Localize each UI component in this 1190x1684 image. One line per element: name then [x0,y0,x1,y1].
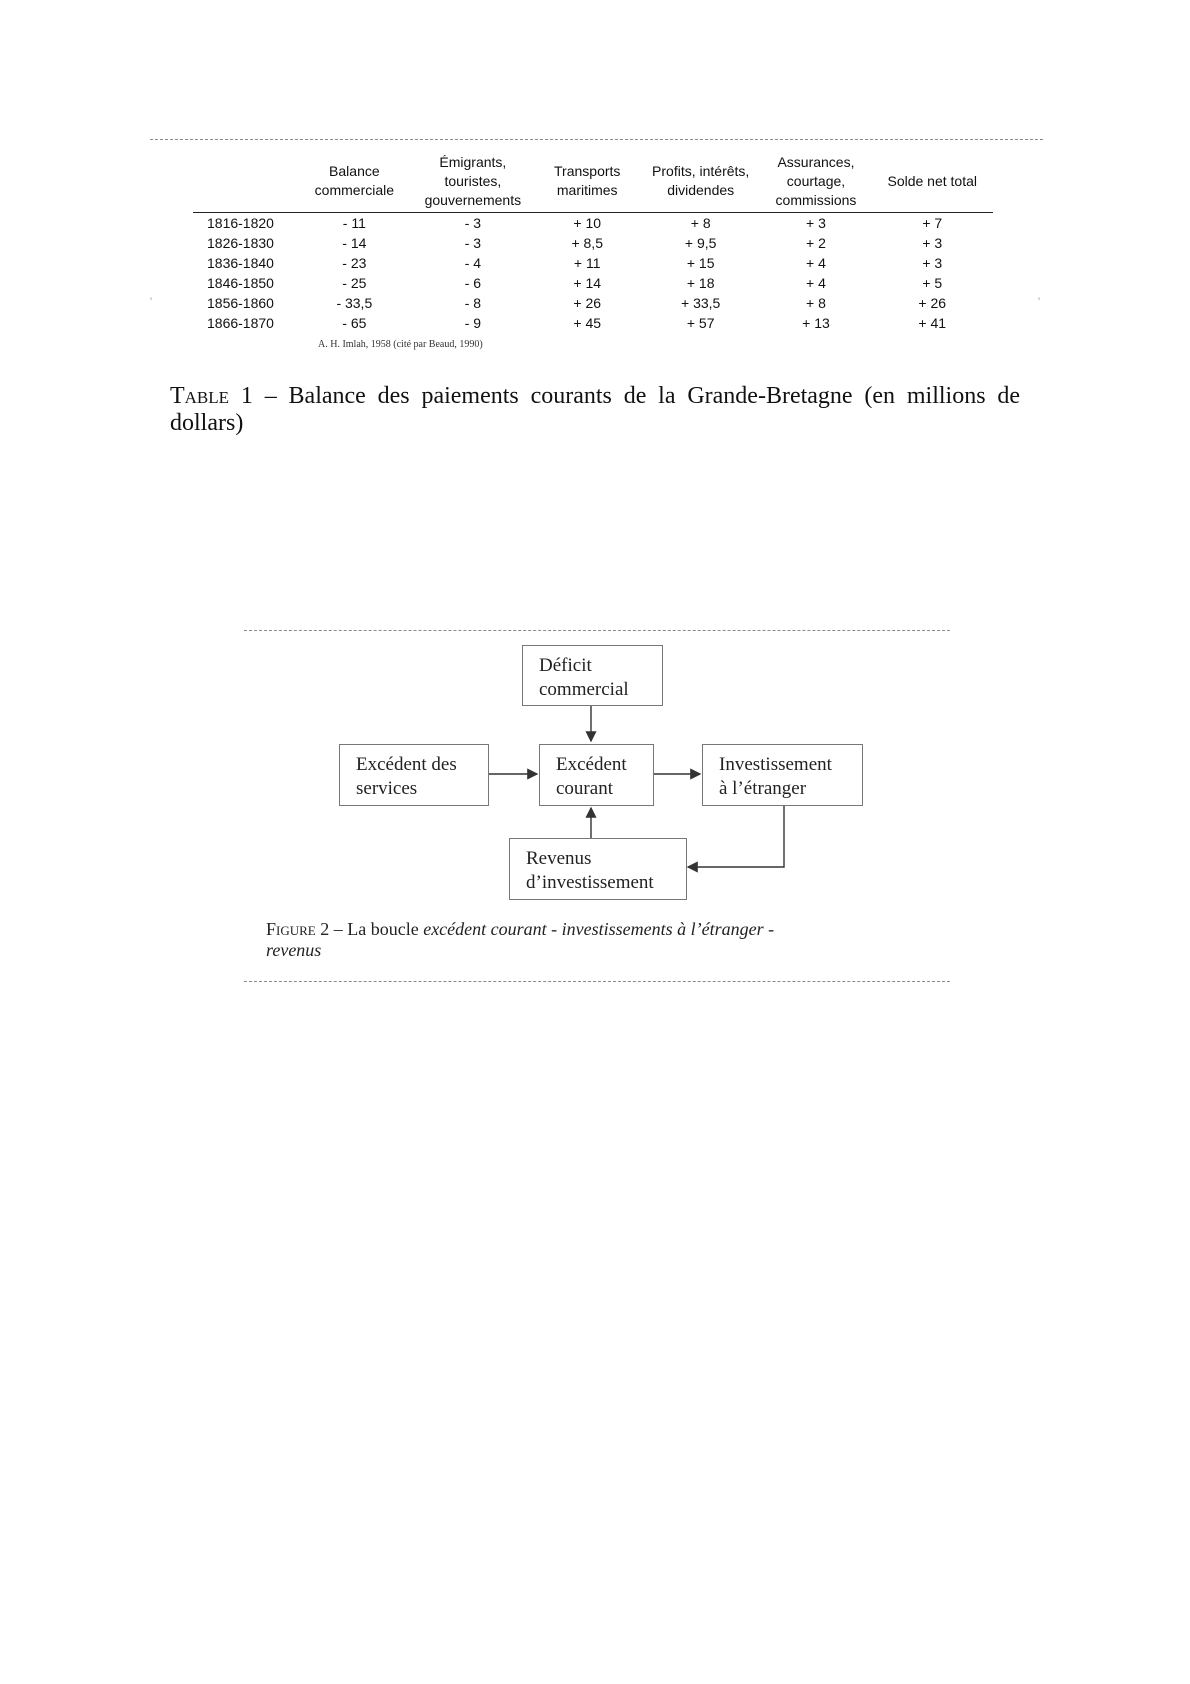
table-cell: + 10 [573,215,602,231]
figure-caption [266,919,936,961]
table-cell: + 2 [806,235,826,251]
table-caption [170,383,1020,437]
table-caption-label: Table 1 [170,383,253,409]
table-cell: + 18 [686,275,715,291]
table-caption-text: Balance des paiements courants de la Grande-Bretagne (en millions de dollars) [170,383,1021,436]
node-excedent-courant: Excédent courant [539,744,654,806]
figure-caption-emphasis: excédent courant - investissements à l’étranger - revenus [266,919,775,960]
table-cell: + 33,5 [681,295,721,311]
table-cell: 1846-1850 [207,275,274,291]
column-header: Profits, intérêts, dividendes [641,151,761,213]
table-row [193,273,993,293]
table-cell: 1856-1860 [207,295,274,311]
table-cell: - 33,5 [336,295,373,311]
table-cell: + 3 [922,235,943,251]
column-header: Assurances, courtage, commissions [760,151,871,213]
table-cell: 1866-1870 [207,315,274,331]
table-cell: + 8,5 [571,235,603,251]
table-cell: + 41 [918,315,947,331]
table-cell: + 45 [573,315,602,331]
figure-caption-separator: – [333,919,343,939]
table-cell: + 11 [573,255,601,271]
table-cell: - 8 [464,295,482,311]
table-cell: + 9,5 [684,235,717,251]
table-cell: + 15 [686,255,715,271]
table-cell: + 3 [806,215,826,231]
table-cell: - 23 [342,255,367,271]
table-cell: 1826-1830 [207,235,274,251]
table-cell: + 5 [922,275,943,291]
table-source-note: A. H. Imlah, 1958 (cité par Beaud, 1990) [318,339,483,350]
arrow-investissement-to-revenus [688,804,784,867]
table-cell: + 26 [573,295,602,311]
column-header: Émigrants, touristes, gouvernements [412,151,533,213]
table-row [193,293,993,313]
table-row [193,213,993,234]
table-cell: - 3 [464,215,482,231]
column-header: Solde net total [872,151,994,213]
table-cell: + 8 [806,295,826,311]
table-cell: - 65 [342,315,367,331]
table-caption-separator: – [264,383,277,409]
table-cell: + 26 [918,295,947,311]
table-cell: - 9 [464,315,482,331]
table-cell: + 3 [922,255,943,271]
node-investissement-etranger: Investissement à l’étranger [702,744,863,806]
margin-mark-left: ' [150,296,153,308]
table-block [193,151,993,333]
table-cell: - 11 [342,215,366,231]
table-cell: 1816-1820 [207,215,274,231]
column-header: Balance commerciale [297,151,413,213]
table-cell: - 4 [464,255,482,271]
figure-caption-label: Figure 2 [266,919,330,939]
table-cell: - 3 [464,235,482,251]
column-header: Transports maritimes [534,151,641,213]
table-cell: + 4 [806,275,826,291]
table-cell: - 14 [342,235,367,251]
figure-loop-diagram [240,625,950,980]
margin-mark-right: ' [1038,296,1041,308]
node-excedent-services: Excédent des services [339,744,489,806]
table-row [193,253,993,273]
dashed-rule-figure-bottom [244,981,950,982]
table-cell: 1836-1840 [207,255,274,271]
table-cell: - 6 [464,275,482,291]
table-header-row [193,151,993,213]
table-row [193,233,993,253]
table-cell: + 14 [573,275,602,291]
table-cell: + 13 [802,315,830,331]
table-cell: + 8 [690,215,711,231]
balance-table [193,151,993,333]
figure-caption-plain: La boucle [347,919,419,939]
table-cell: + 4 [806,255,826,271]
column-header [193,151,297,213]
table-cell: - 25 [342,275,367,291]
dashed-rule-top [150,139,1043,140]
node-revenus-investissement: Revenus d’investissement [509,838,687,900]
table-cell: + 57 [686,315,715,331]
table-cell: + 7 [922,215,943,231]
node-deficit-commercial: Déficit commercial [522,645,663,706]
table-row [193,313,993,333]
